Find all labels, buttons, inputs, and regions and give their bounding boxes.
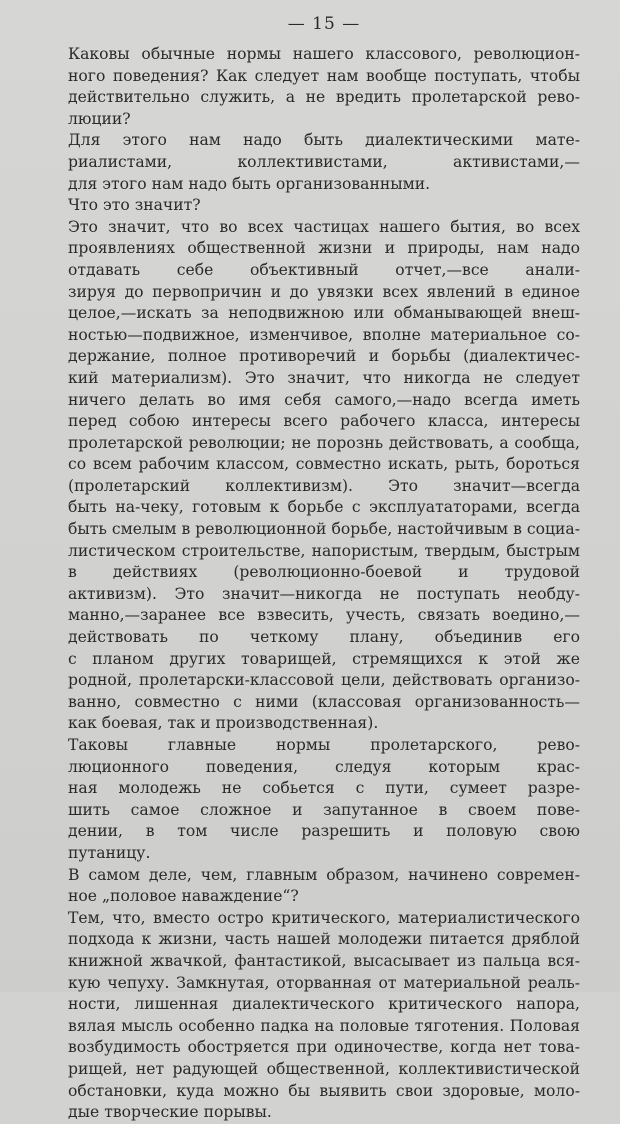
text-line: со всем рабочим классом, совместно искать, рыть, бороться [68, 455, 580, 474]
text-line: дые творческие порывы. [68, 1103, 272, 1122]
text-line: возбудимость обостряется при одиночестве, когда нет това- [68, 1038, 580, 1057]
text-line: манно,—заранее все взвесить, учесть, связать воедино,— [68, 606, 580, 625]
text-line: шить самое сложное и запутанное в своем пове- [68, 800, 580, 819]
body-text [68, 44, 580, 1124]
text-line: люционного поведения, следуя которым крас- [68, 757, 580, 776]
text-line: Тем, что, вместо остро критического, материалистического [68, 908, 580, 927]
text-line: рищей, нет радующей общественной, коллективистической [68, 1059, 580, 1078]
text-line: Что это значит? [68, 196, 201, 215]
text-line: для этого нам надо быть организованными. [68, 174, 431, 193]
text-line: действовать по четкому плану, объединив его [68, 628, 580, 647]
text-line: дении, в том числе разрешить и половую свою [68, 822, 580, 841]
text-line: активизм). Это значит—никогда не поступать необду- [68, 584, 580, 603]
text-line: путаницу. [68, 843, 151, 862]
text-line: перед собою интересы всего рабочего класса, интересы [68, 412, 580, 431]
page-number: — 15 — [287, 14, 361, 34]
text-line: вялая мысль особенно падка на половые тяготения. Половая [68, 1016, 580, 1035]
text-line: ничего делать во имя себя самого,—надо всегда иметь [68, 390, 580, 409]
text-line: действительно служить, а не вредить пролетарской рево- [68, 88, 580, 107]
text-line: риалистами, коллективистами, активистами,— [68, 152, 580, 171]
text-line: зируя до первопричин и до увязки всех явлений в единое [68, 282, 580, 301]
text-line: кую чепуху. Замкнутая, оторванная от материальной реаль- [68, 973, 580, 992]
text-line: книжной жвачкой, фантастикой, высасывает из пальца вся- [68, 951, 580, 970]
text-line: быть на-чеку, готовым к борьбе с эксплуататорами, всегда [68, 498, 580, 517]
text-line: обстановки, куда можно бы выявить свои здоровые, моло- [68, 1081, 580, 1100]
text-line: с планом других товарищей, стремящихся к этой же [68, 649, 580, 668]
text-line: ное „половое наваждение“? [68, 887, 299, 906]
text-line: в действиях (революционно-боевой и трудовой [68, 563, 580, 582]
text-line: Это значит, что во всех частицах нашего бытия, во всех [68, 217, 580, 236]
text-line: листическом строительстве, напористым, твердым, быстрым [68, 541, 580, 560]
text-line: (пролетарский коллективизм). Это значит—всегда [68, 476, 580, 495]
text-line: как боевая, так и производственная). [68, 714, 379, 733]
text-line: ная молодежь не собьется с пути, сумеет разре- [68, 779, 580, 798]
text-line: ностью—подвижное, изменчивое, вполне материальное со- [68, 325, 580, 344]
text-line: В самом деле, чем, главным образом, начинено современ- [68, 865, 580, 884]
text-line: держание, полное противоречий и борьбы (диалектичес- [68, 347, 580, 366]
text-line: люции? [68, 109, 131, 128]
text-line: отдавать себе объективный отчет,—все анали- [68, 260, 580, 279]
text-line: ванно, совместно с ними (классовая организованность— [68, 692, 580, 711]
text-line: подхода к жизни, часть нашей молодежи питается дряблой [68, 930, 580, 949]
text-line: проявлениях общественной жизни и природы, нам надо [68, 239, 580, 258]
text-line: родной, пролетарски-классовой цели, действовать организо- [68, 671, 580, 690]
text-line: быть смелым в революционной борьбе, настойчивым в социа- [68, 520, 580, 539]
text-line: Каковы обычные нормы нашего классового, революцион- [68, 45, 580, 63]
text-line: Таковы главные нормы пролетарского, рево- [68, 736, 580, 754]
text-line: ности, лишенная диалектического критического напора, [68, 995, 580, 1014]
text-line: кий материализм). Это значит, что никогда не следует [68, 368, 580, 387]
text-line: Для этого нам надо быть диалектическими мате- [68, 131, 580, 150]
text-line: целое,—искать за неподвижною или обманывающей внеш- [68, 304, 580, 323]
text-line: пролетарской революции; не порознь действовать, а сообща, [68, 433, 580, 452]
text-line: ного поведения? Как следует нам вообще поступать, чтобы [68, 66, 580, 85]
